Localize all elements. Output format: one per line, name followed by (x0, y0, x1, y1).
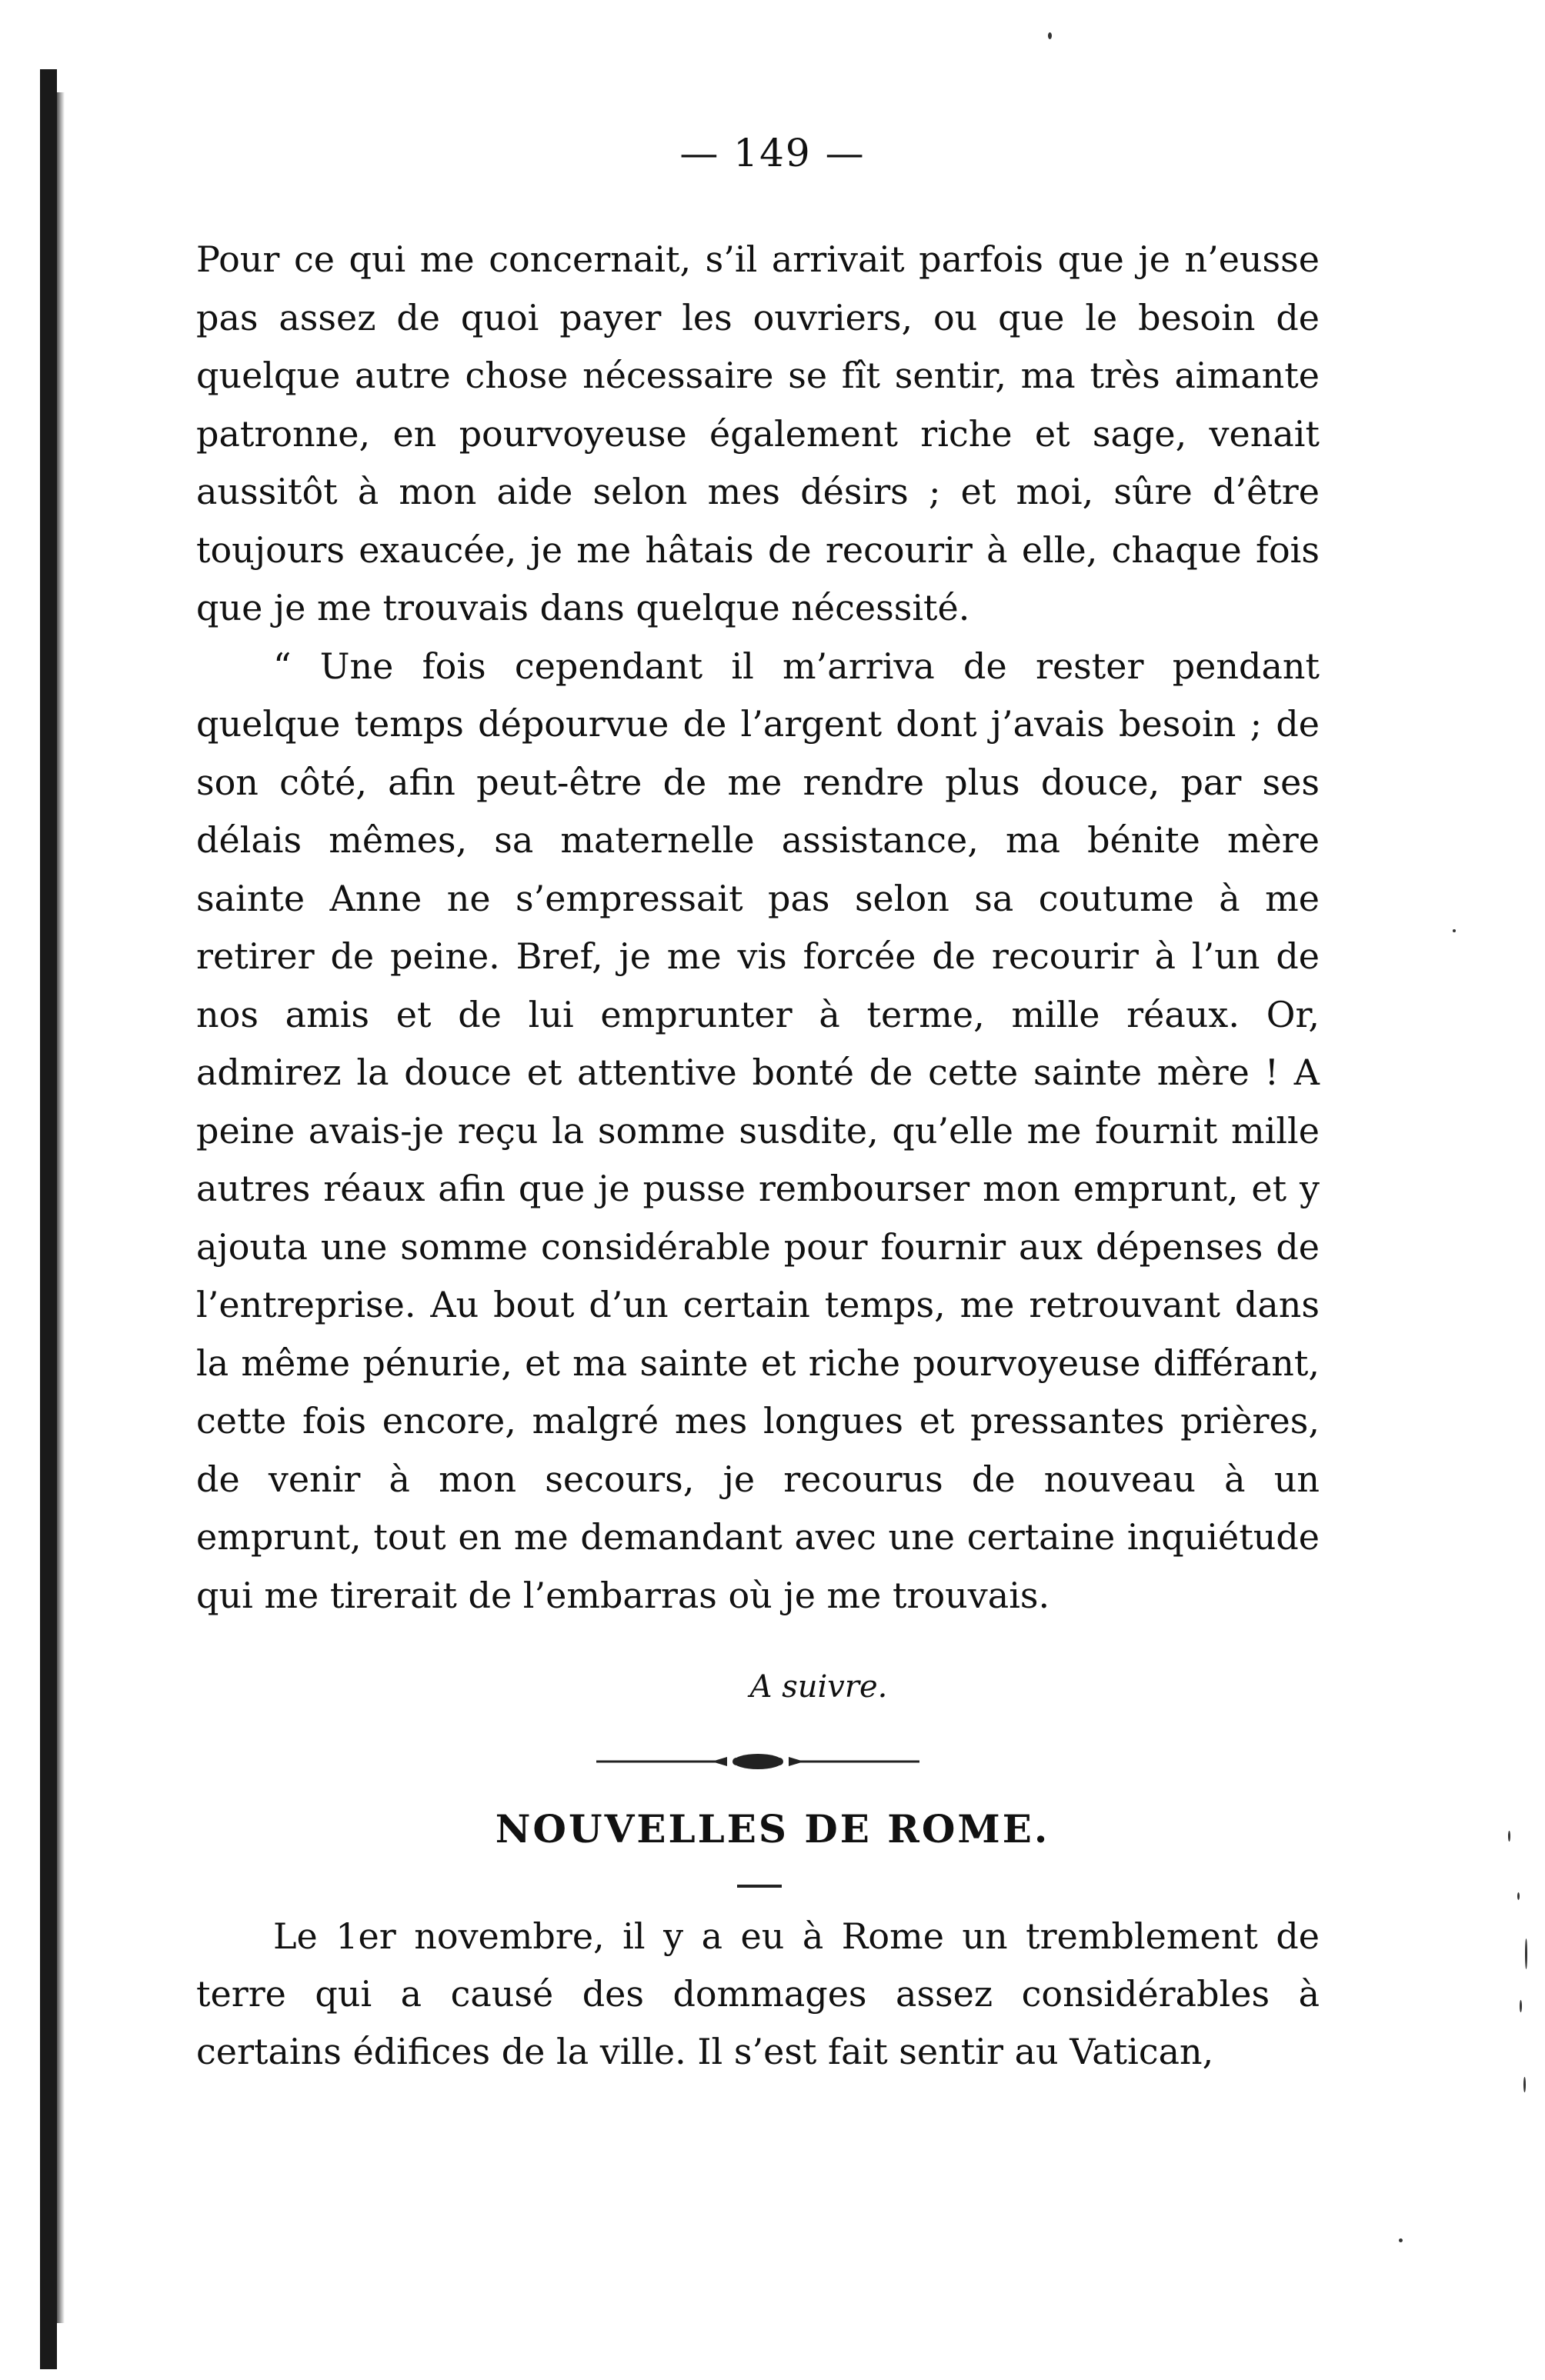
page-gutter-shade (57, 92, 65, 2323)
paragraph-1: Pour ce qui me concernait, s’il arrivait parfois que je n’eusse pas assez de quoi payer les ouvriers, ou que le besoin de quelque autre chose nécessaire se fît sentir, ma très aimante patronne, en pourvoyeuse également riche et sage, venait aussitôt à mon aide selon mes désirs ; et moi, sûre d’être toujours exaucée, je me hâtais de recourir à elle, chaque fois que je me trouvais dans quelque nécessité. (196, 238, 1320, 628)
print-speck (1508, 1831, 1510, 1842)
print-speck (1453, 929, 1456, 932)
article-body (196, 231, 1320, 1625)
print-speck (1525, 1938, 1527, 1969)
paragraph-2: “ Une fois cependant il m’arriva de rester pendant quelque temps dépourvue de l’argent dont j’avais besoin ; de son côté, afin peut-être de me rendre plus douce, par ses délais mêmes, sa maternelle assistance, ma bénite mère sainte Anne ne s’empressait pas selon sa coutume à me retirer de peine. Bref, je me vis forcée de recourir à l’un de nos amis et de lui emprunter à terme, mille réaux. Or, admirez la douce et attentive bonté de cette sainte mère ! A peine avais-je reçu la somme susdite, qu’elle me fournit mille autres réaux afin que je pusse rembourser mon emprunt, et y ajouta une somme considérable pour fournir aux dépenses de l’entreprise. Au bout d’un certain temps, me retrouvant dans la même pénurie, et ma sainte et riche pourvoyeuse différant, cette fois encore, malgré mes longues et pressantes prières, de venir à mon secours, je recourus de nouveau à un emprunt, tout en me demandant avec une certaine inquiétude qui me tirerait de l’embarras où je me trouvais. (196, 645, 1320, 1616)
print-speck (1520, 2000, 1522, 2012)
heading-rule (737, 1885, 782, 1888)
page-number: — 149 — (679, 131, 866, 175)
section-heading: NOUVELLES DE ROME. (495, 1806, 1050, 1852)
ornamental-divider (596, 1750, 919, 1773)
print-speck (1523, 2077, 1526, 2092)
to-be-continued-note: A suivre. (749, 1669, 888, 1705)
print-speck (1399, 2238, 1403, 2242)
print-speck (1517, 1892, 1520, 1900)
news-paragraph: Le 1er novembre, il y a eu à Rome un tremblement de terre qui a causé des dommages assez considérables à certains édifices de la ville. Il s’est fait sentir au Vatican, (196, 1915, 1320, 2072)
news-body (196, 1908, 1320, 2081)
print-speck (1048, 32, 1052, 39)
book-spine-shadow (40, 69, 57, 2369)
